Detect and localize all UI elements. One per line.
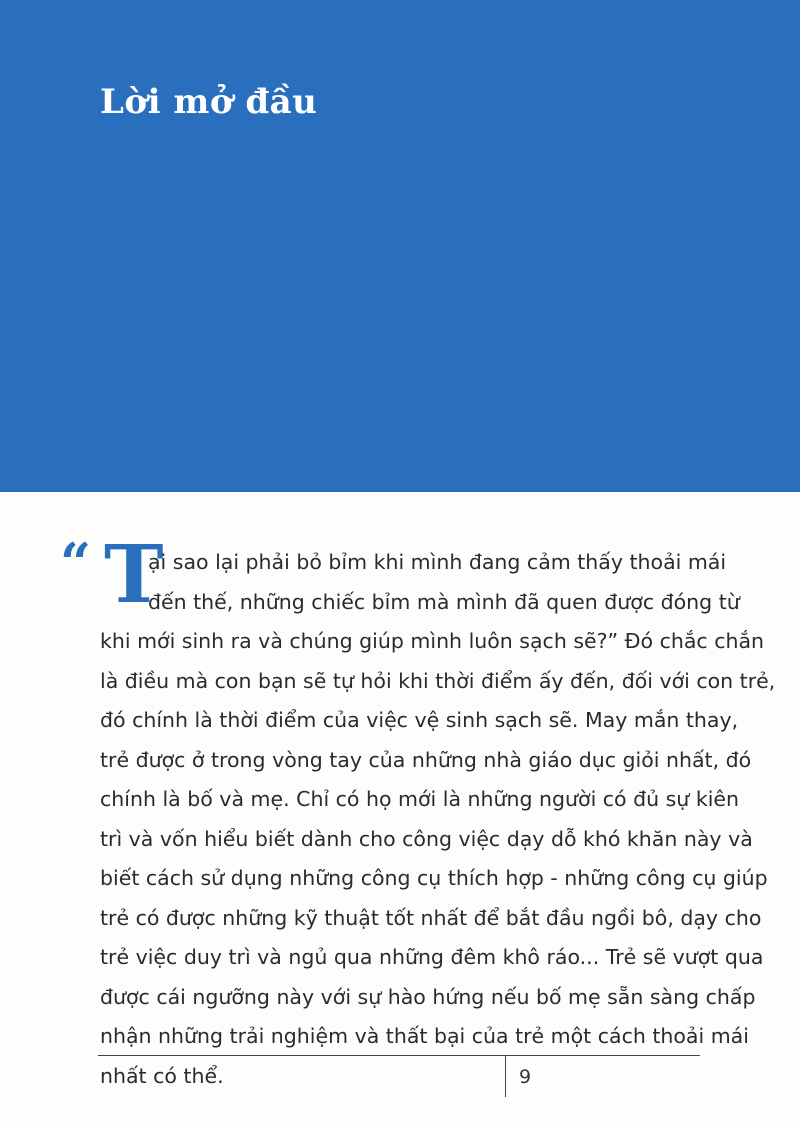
paragraph-line: trì và vốn hiểu biết dành cho công việc dạy dỗ khó khăn này và xyxy=(100,826,753,851)
paragraph-line: nhận những trải nghiệm và thất bại của trẻ một cách thoải mái xyxy=(100,1024,749,1048)
paragraph-line: đó chính là thời điểm của việc vệ sinh sạch sẽ. May mắn thay, xyxy=(100,708,739,732)
paragraph-line: là điều mà con bạn sẽ tự hỏi khi thời điểm ấy đến, đối với con trẻ, xyxy=(100,668,776,693)
page-title: Lời mở đầu xyxy=(100,82,318,122)
footer-divider-tick xyxy=(505,1055,506,1097)
paragraph-line: đến thế, những chiếc bỉm mà mình đã quen được đóng từ xyxy=(148,589,740,614)
footer-rule xyxy=(98,1055,700,1056)
paragraph-line: trẻ được ở trong vòng tay của những nhà giáo dục giỏi nhất, đó xyxy=(100,747,752,772)
opening-quote-mark: “ xyxy=(60,531,92,595)
drop-cap-letter: T xyxy=(104,527,164,621)
page-number: 9 xyxy=(519,1066,532,1088)
paragraph-line: biết cách sử dụng những công cụ thích hợp - những công cụ giúp xyxy=(100,866,768,890)
header-band xyxy=(0,0,800,492)
paragraph-line: trẻ có được những kỹ thuật tốt nhất để bắt đầu ngồi bô, dạy cho xyxy=(100,905,762,930)
paragraph-line: khi mới sinh ra và chúng giúp mình luôn sạch sẽ?” Đó chắc chắn xyxy=(100,629,765,653)
paragraph-line: ại sao lại phải bỏ bỉm khi mình đang cảm thấy thoải mái xyxy=(148,550,727,574)
paragraph-line: chính là bố và mẹ. Chỉ có họ mới là những người có đủ sự kiên xyxy=(100,787,739,811)
paragraph-line: được cái ngưỡng này với sự hào hứng nếu bố mẹ sẵn sàng chấp xyxy=(100,984,756,1009)
paragraph-line: nhất có thể. xyxy=(100,1063,224,1088)
paragraph-line: trẻ việc duy trì và ngủ qua những đêm khô ráo... Trẻ sẽ vượt qua xyxy=(100,945,764,969)
intro-paragraph xyxy=(100,543,776,1096)
